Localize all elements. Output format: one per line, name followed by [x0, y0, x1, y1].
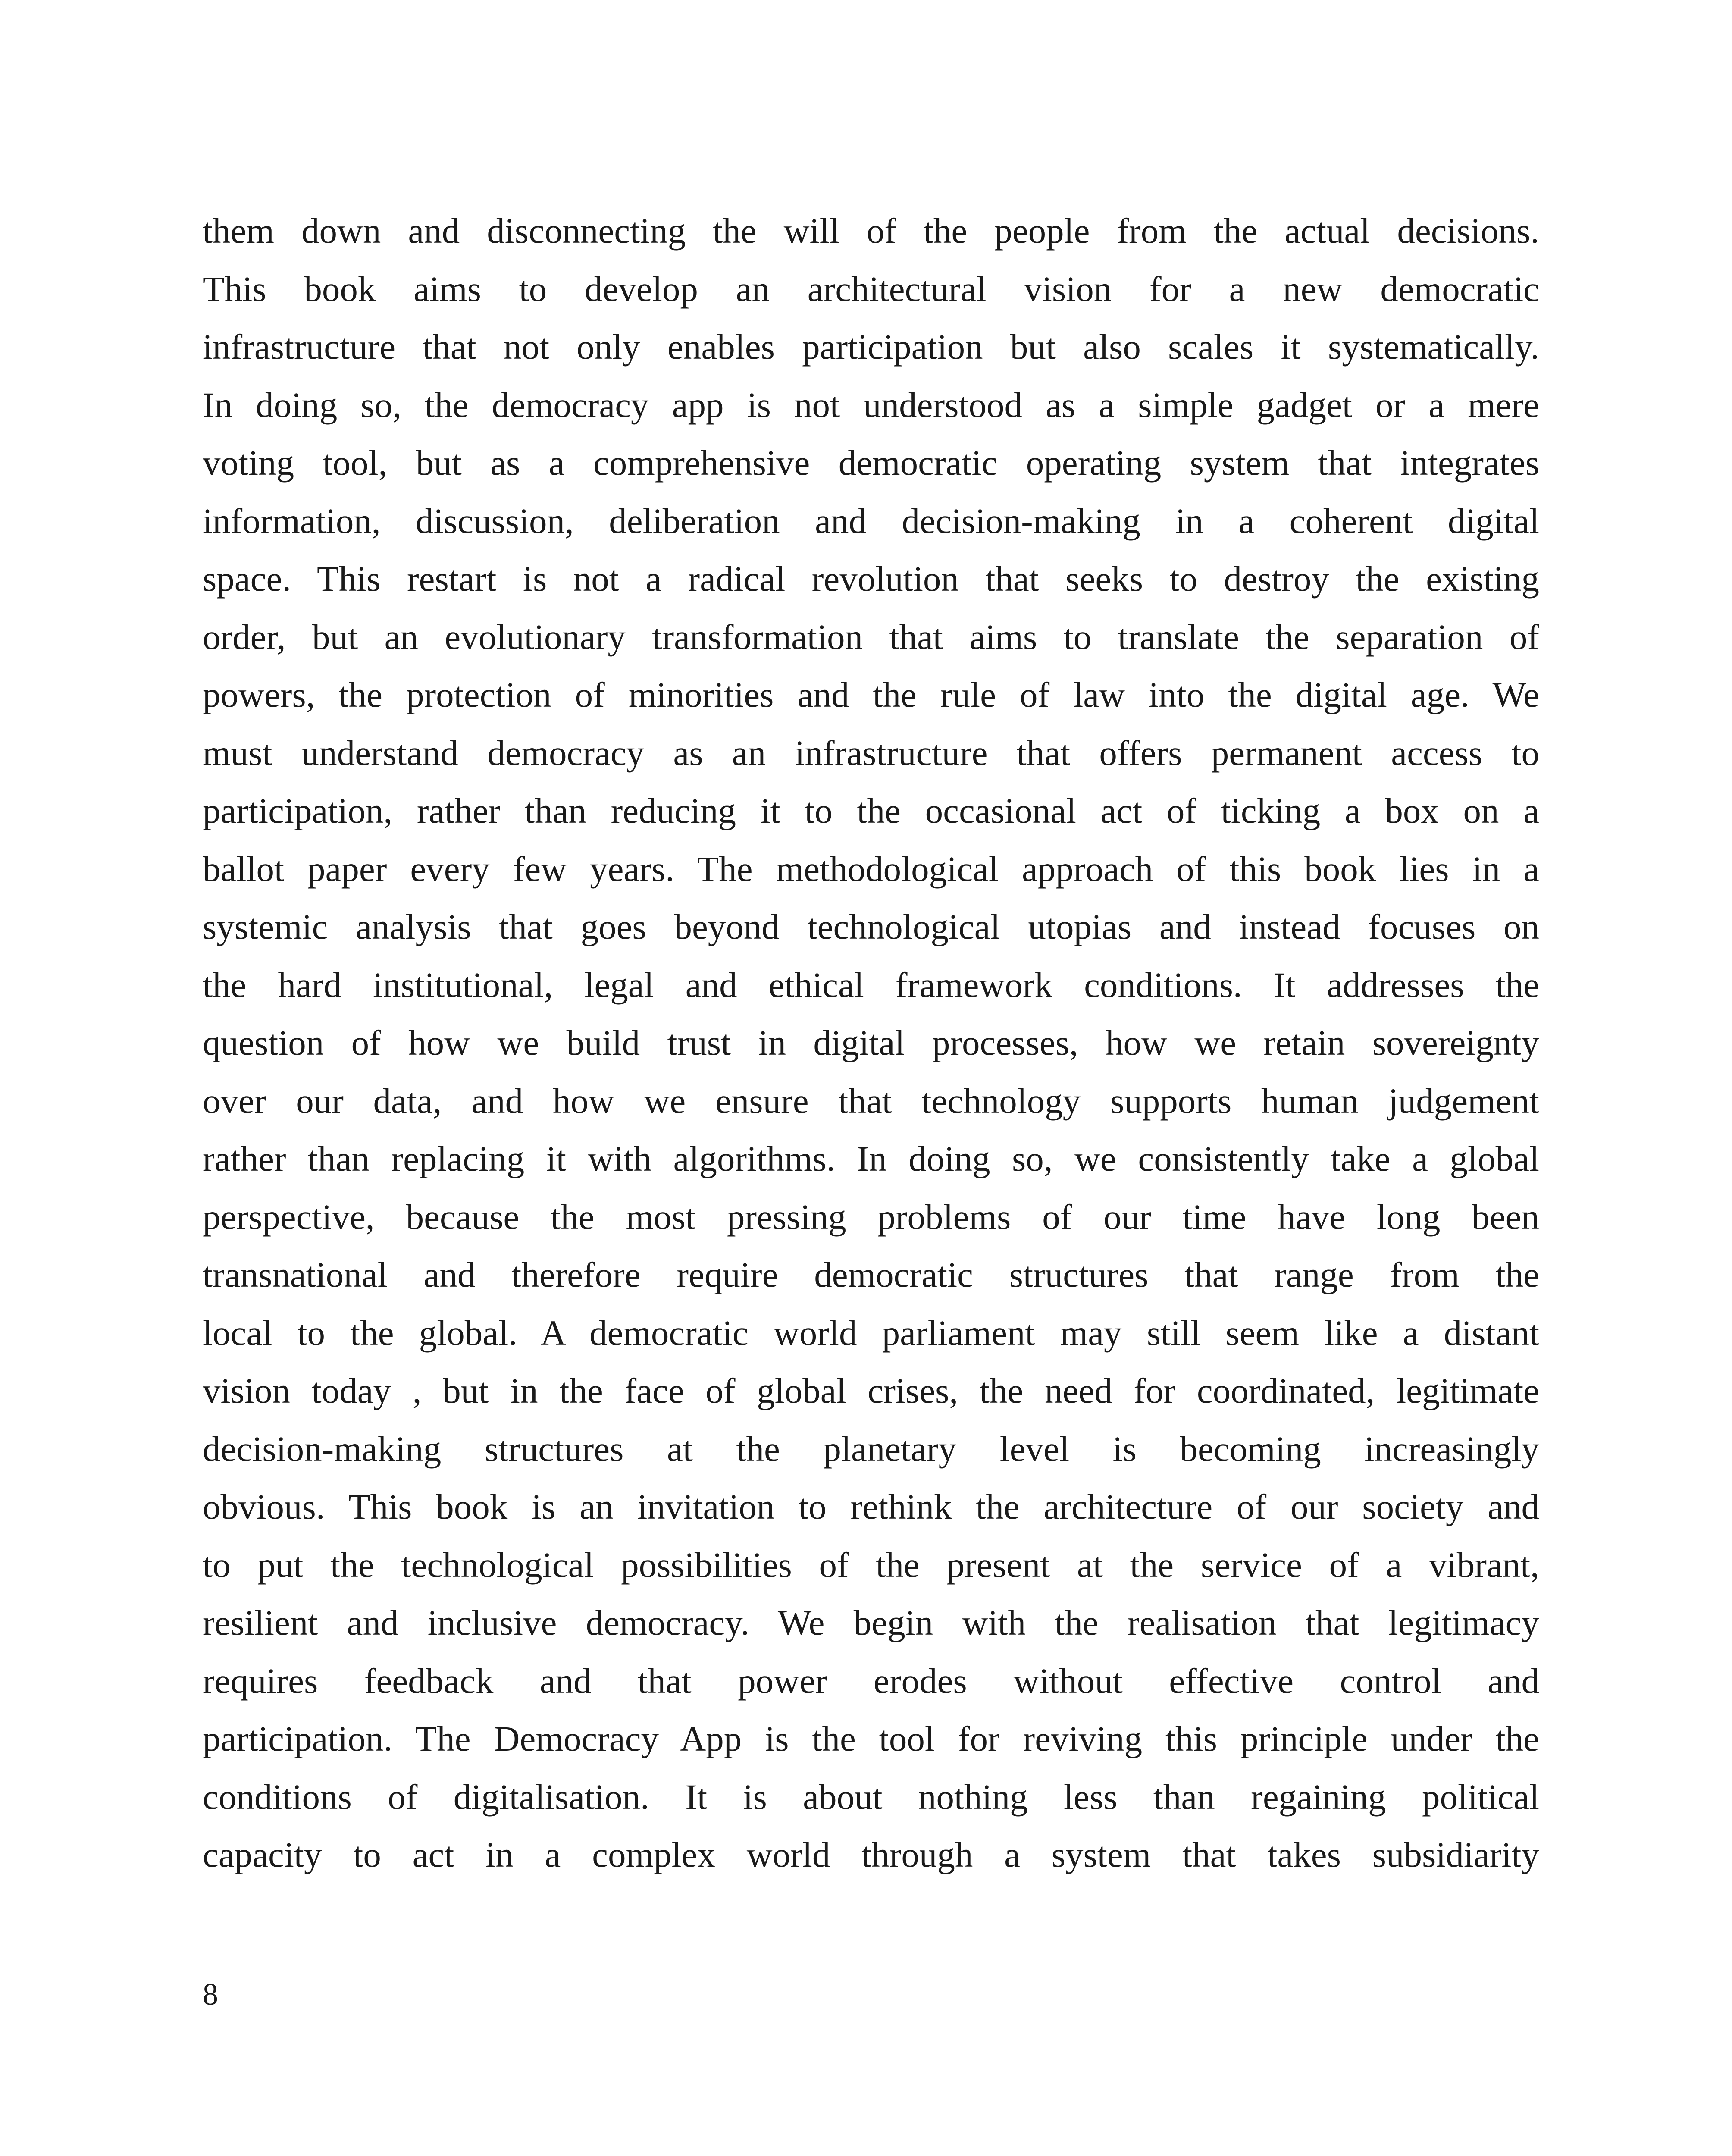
text-line: powers, the protection of minorities and the rule of law into the digital age. We: [203, 675, 1539, 714]
text-line: conditions of digitalisation. It is about nothing less than regaining political: [203, 1777, 1539, 1817]
text-line: to put the technological possibilities of the present at the service of a vibrant,: [203, 1545, 1539, 1585]
text-line: voting tool, but as a comprehensive democratic operating system that integrates: [203, 443, 1539, 483]
text-line: transnational and therefore require democratic structures that range from the: [203, 1255, 1539, 1294]
text-line: systemic analysis that goes beyond technological utopias and instead focuses on: [203, 907, 1539, 946]
text-line: question of how we build trust in digital processes, how we retain sovereignty: [203, 1023, 1539, 1062]
text-line: requires feedback and that power erodes without effective control and: [203, 1661, 1539, 1701]
text-line: In doing so, the democracy app is not understood as a simple gadget or a mere: [203, 385, 1539, 425]
text-line: decision-making structures at the planetary level is becoming increasingly: [203, 1429, 1539, 1469]
text-line: This book aims to develop an architectural vision for a new democratic: [203, 269, 1539, 309]
text-line: them down and disconnecting the will of the people from the actual decisions.: [203, 211, 1539, 251]
text-line: participation. The Democracy App is the tool for reviving this principle under the: [203, 1719, 1539, 1758]
text-line: space. This restart is not a radical revolution that seeks to destroy the existing: [203, 559, 1539, 599]
text-line: the hard institutional, legal and ethical framework conditions. It addresses the: [203, 965, 1539, 1005]
text-line: participation, rather than reducing it to the occasional act of ticking a box on a: [203, 791, 1539, 830]
text-line: capacity to act in a complex world through a system that takes subsidiarity: [203, 1835, 1539, 1874]
text-line: local to the global. A democratic world parliament may still seem like a distant: [203, 1313, 1539, 1353]
text-line: order, but an evolutionary transformation that aims to translate the separation of: [203, 617, 1539, 657]
text-line: infrastructure that not only enables participation but also scales it systematically.: [203, 327, 1539, 367]
page-number: 8: [203, 1977, 218, 2012]
text-line: obvious. This book is an invitation to rethink the architecture of our society and: [203, 1487, 1539, 1526]
text-line: information, discussion, deliberation and decision-making in a coherent digital: [203, 501, 1539, 541]
text-line: ballot paper every few years. The methodological approach of this book lies in a: [203, 849, 1539, 889]
text-line: vision today , but in the face of global crises, the need for coordinated, legitimate: [203, 1371, 1539, 1410]
body-text: [203, 202, 1539, 1884]
text-line: must understand democracy as an infrastructure that offers permanent access to: [203, 733, 1539, 773]
text-line: perspective, because the most pressing problems of our time have long been: [203, 1197, 1539, 1237]
text-line: resilient and inclusive democracy. We begin with the realisation that legitimacy: [203, 1603, 1539, 1642]
text-line: rather than replacing it with algorithms. In doing so, we consistently take a global: [203, 1139, 1539, 1178]
text-line: over our data, and how we ensure that technology supports human judgement: [203, 1081, 1539, 1121]
